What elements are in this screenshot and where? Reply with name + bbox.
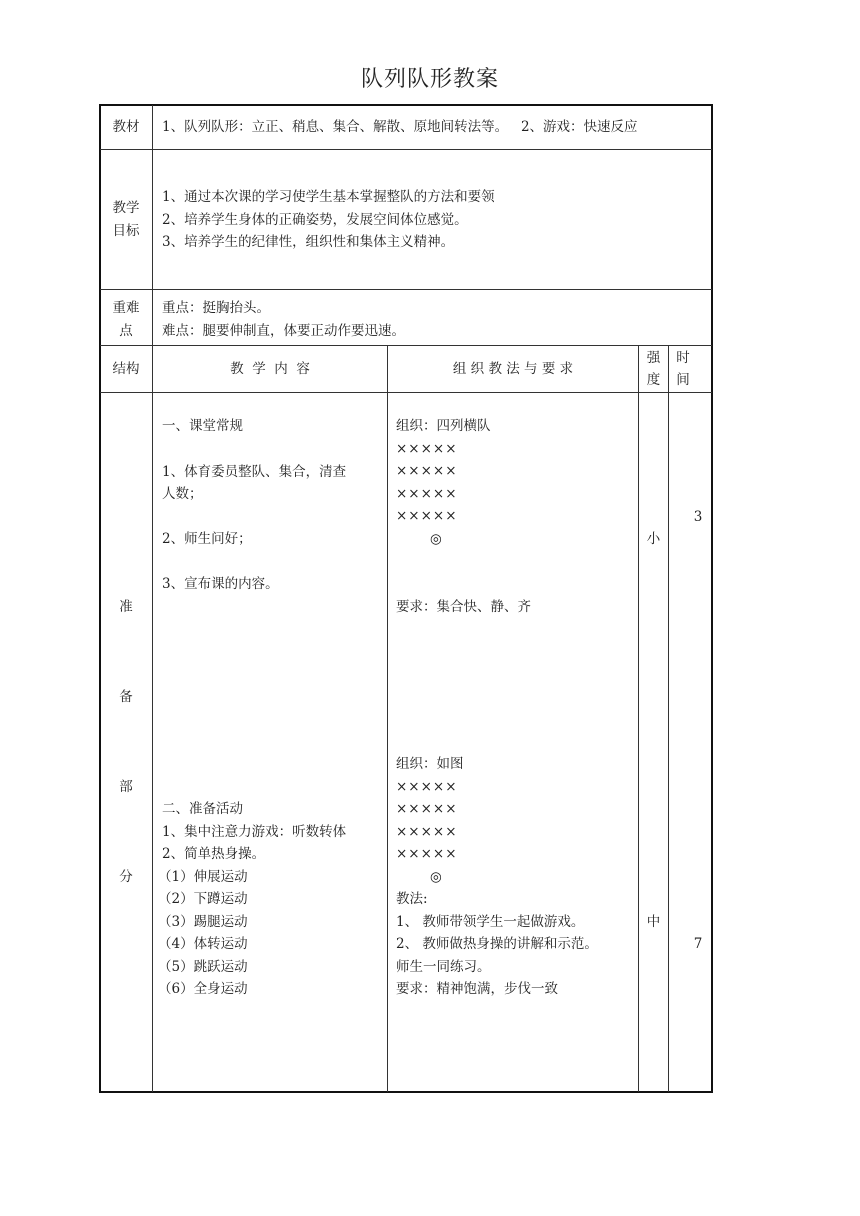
part2-method: 1、 教师带领学生一起做游戏。 — [396, 914, 585, 930]
part2-item: 1、集中注意力游戏：听数转体 — [162, 824, 347, 840]
key-point: 重点：挺胸抬头。 — [162, 300, 270, 316]
part2-method: 2、 教师做热身操的讲解和示范。 — [396, 936, 598, 952]
part1-item: 人数； — [162, 486, 203, 502]
section-char: 备 — [119, 689, 133, 705]
difficult-point: 难点：腿要伸制直，体要正动作要迅速。 — [162, 323, 405, 339]
part2-subitem: （1）伸展运动 — [158, 869, 248, 885]
part2-intensity: 中 — [646, 914, 661, 930]
formation-row: ××××× — [396, 441, 458, 457]
header-intensity-line1: 强 — [646, 350, 661, 366]
part1-item: 3、宣布课的内容。 — [162, 576, 279, 592]
goals-label-line1: 教学 — [112, 200, 140, 216]
header-intensity-line2: 度 — [646, 372, 661, 388]
part2-method: 师生一同练习。 — [396, 959, 491, 975]
part2-subitem: （2）下蹲运动 — [158, 891, 248, 907]
part2-subitem: （3）踢腿运动 — [158, 914, 248, 930]
formation-row: ××××× — [396, 508, 458, 524]
header-content: 教 学 内 容 — [230, 361, 310, 377]
part2-org: 组织：如图 — [396, 756, 464, 772]
material-text: 1、队列队形：立正、稍息、集合、解散、原地间转法等。 2、游戏：快速反应 — [162, 119, 638, 135]
part1-heading: 一、课堂常规 — [162, 418, 243, 434]
goal-item: 1、通过本次课的学习使学生基本掌握整队的方法和要领 — [162, 189, 495, 205]
row-divider — [100, 149, 712, 150]
header-time-line2: 间 — [676, 372, 690, 388]
formation-row: ××××× — [396, 463, 458, 479]
header-structure: 结构 — [112, 361, 140, 377]
header-method: 组 织 教 法 与 要 求 — [452, 361, 574, 377]
section-char: 准 — [119, 599, 133, 615]
formation-row: ××××× — [396, 801, 458, 817]
row-divider — [100, 289, 712, 290]
page-title: 队列队形教案 — [360, 67, 499, 92]
part2-subitem: （5）跳跃运动 — [158, 959, 248, 975]
part1-org: 组织：四列横队 — [396, 418, 491, 434]
part1-requirement: 要求：集合快、静、齐 — [396, 599, 531, 615]
part1-item: 2、师生问好； — [162, 531, 252, 547]
goal-item: 2、培养学生身体的正确姿势，发展空间体位感觉。 — [162, 212, 468, 228]
row-divider — [100, 345, 712, 346]
section-char: 部 — [119, 779, 133, 795]
formation-row: ××××× — [396, 779, 458, 795]
goals-label-line2: 目标 — [112, 223, 140, 239]
part2-requirement: 要求：精神饱满，步伐一致 — [396, 981, 558, 997]
col-divider — [387, 345, 388, 1092]
formation-row: ××××× — [396, 846, 458, 862]
col-divider — [668, 345, 669, 1092]
formation-row: ××××× — [396, 486, 458, 502]
part2-subitem: （6）全身运动 — [158, 981, 248, 997]
col-divider — [152, 105, 153, 1092]
goal-item: 3、培养学生的纪律性，组织性和集体主义精神。 — [162, 234, 455, 250]
keypoints-label-line2: 点 — [119, 323, 133, 339]
part1-intensity: 小 — [646, 531, 661, 547]
row-divider — [100, 392, 712, 393]
part2-method-label: 教法: — [396, 891, 428, 907]
part2-time: 7 — [693, 936, 703, 952]
part2-subitem: （4）体转运动 — [158, 936, 248, 952]
part2-heading: 二、准备活动 — [162, 801, 243, 817]
part1-time: 3 — [693, 509, 703, 525]
col-divider — [638, 345, 639, 1092]
section-char: 分 — [119, 869, 133, 885]
keypoints-label-line1: 重难 — [112, 300, 140, 316]
part2-item: 2、简单热身操。 — [162, 846, 266, 862]
teacher-marker: ◎ — [430, 869, 442, 885]
part1-item: 1、体育委员整队、集合，清查 — [162, 464, 347, 480]
header-time-line1: 时 — [676, 350, 690, 366]
formation-row: ××××× — [396, 824, 458, 840]
teacher-marker: ◎ — [430, 531, 442, 547]
material-label: 教材 — [112, 119, 140, 135]
